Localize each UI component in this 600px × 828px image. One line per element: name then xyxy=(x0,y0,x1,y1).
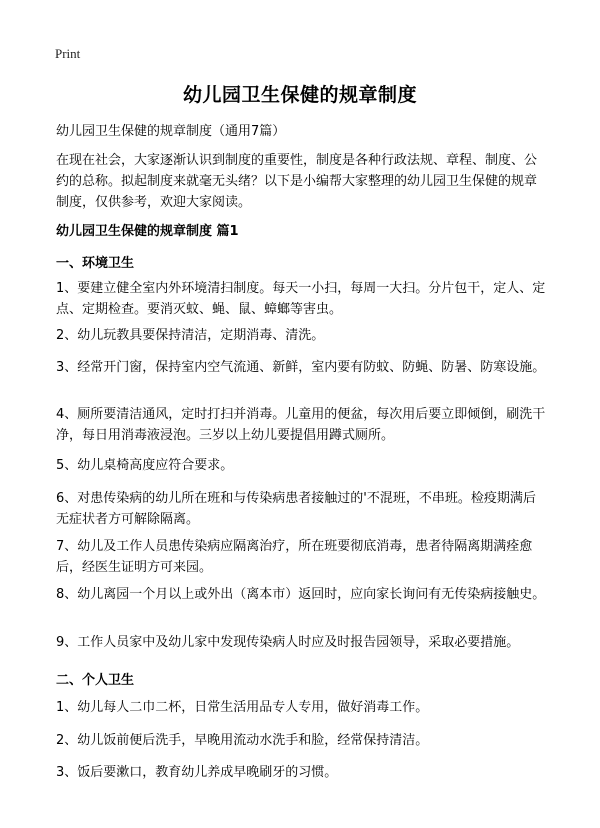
list-item: 3、饭后要漱口，教育幼儿养成早晚刷牙的习惯。 xyxy=(56,765,338,780)
list-item: 2、幼儿饭前便后洗手，早晚用流动水洗手和脸，经常保持清洁。 xyxy=(56,733,429,748)
list-item: 9、工作人员家中及幼儿家中发现传染病人时应及时报告园领导，采取必要措施。 xyxy=(56,635,520,650)
list-item: 6、对患传染病的幼儿所在班和与传染病患者接触过的'不混班，不串班。检疫期满后无症状者方可解除隔离。 xyxy=(56,491,536,527)
intro-paragraph: 在现在社会，大家逐渐认识到制度的重要性，制度是各种行政法规、章程、制度、公约的总称。拟起制度来就毫无头绪？以下是小编帮大家整理的幼儿园卫生保健的规章制度，仅供参考，欢迎大家阅读。 xyxy=(56,153,538,210)
list-item: 1、幼儿每人二巾二杯，日常生活用品专人专用，做好消毒工作。 xyxy=(56,700,429,715)
list-item: 3、经常开门窗，保持室内空气流通、新鲜，室内要有防蚊、防蝇、防暑、防寒设施。 xyxy=(56,360,546,375)
list-item: 1、要建立健全室内外环境清扫制度。每天一小扫，每周一大扫。分片包干，定人、定点、定期检查。要消灭蚊、蝇、鼠、蟑螂等害虫。 xyxy=(56,281,546,317)
list-item: 8、幼儿离园一个月以上或外出（离本市）返回时，应向家长询问有无传染病接触史。 xyxy=(56,587,546,602)
print-link[interactable]: Print xyxy=(55,46,81,61)
list-item: 4、厕所要清洁通风，定时打扫并消毒。儿童用的便盆，每次用后要立即倾倒，刷洗干净，每日用消毒液浸泡。三岁以上幼儿要提倡用蹲式厕所。 xyxy=(56,407,546,443)
section-heading-environment: 一、环境卫生 xyxy=(56,256,135,271)
document-subtitle: 幼儿园卫生保健的规章制度（通用7篇） xyxy=(56,124,286,139)
section-heading-personal: 二、个人卫生 xyxy=(56,673,135,688)
list-item: 7、幼儿及工作人员患传染病应隔离治疗，所在班要彻底消毒，患者待隔离期满痊愈后，经医生证明方可来园。 xyxy=(56,539,533,575)
list-item: 5、幼儿桌椅高度应符合要求。 xyxy=(56,458,234,473)
list-item: 2、幼儿玩教具要保持清洁，定期消毒、清洗。 xyxy=(56,328,325,343)
page-title: 幼儿园卫生保健的规章制度 xyxy=(182,84,417,106)
article-heading: 幼儿园卫生保健的规章制度 篇1 xyxy=(56,224,239,239)
